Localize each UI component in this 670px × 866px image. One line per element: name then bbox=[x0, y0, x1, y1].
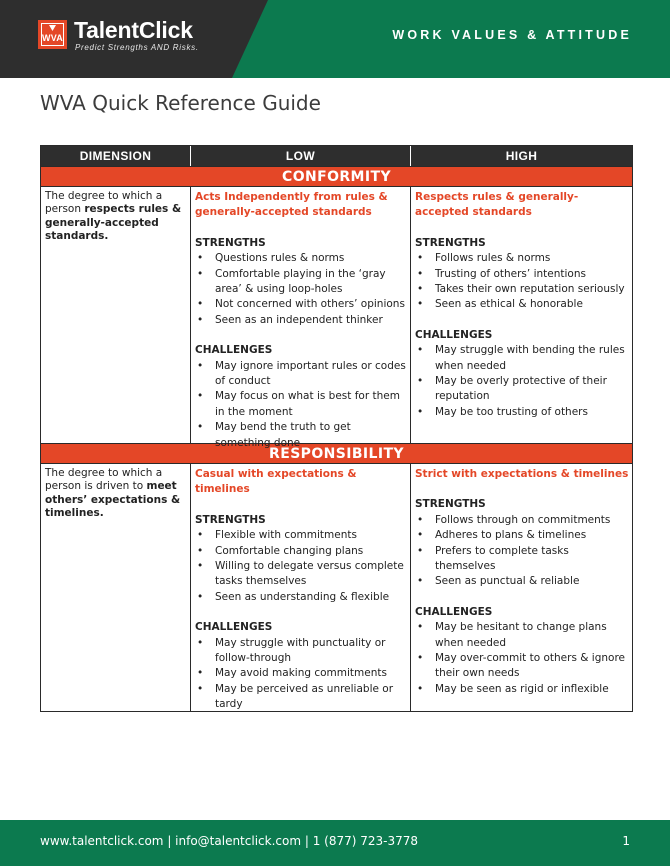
column-header-high: HIGH bbox=[505, 149, 538, 163]
strengths-list bbox=[195, 251, 407, 328]
strengths-list bbox=[415, 513, 629, 590]
document-category-title: WORK VALUES & ATTITUDE bbox=[392, 28, 632, 42]
list-item: • Trusting of others’ intentions bbox=[417, 267, 586, 280]
list-item: • Not concerned with others’ opinions bbox=[197, 298, 405, 311]
list-item: • May be overly protective of their reputation bbox=[417, 375, 607, 403]
logo-name: TalentClick bbox=[74, 17, 193, 43]
list-item: • May be too trusting of others bbox=[417, 405, 588, 418]
list-item: • May be perceived as unreliable or tardy bbox=[197, 682, 394, 711]
talentclick-logo bbox=[38, 17, 238, 60]
list-item: • Flexible with commitments bbox=[197, 529, 357, 542]
list-item: • May bend the truth to get something done bbox=[197, 421, 351, 449]
list-item: • Comfortable changing plans bbox=[197, 544, 364, 557]
challenges-label: CHALLENGES bbox=[195, 344, 273, 357]
table-header bbox=[41, 146, 632, 166]
strengths-label: STRENGTHS bbox=[195, 236, 266, 249]
list-item: • May be hesitant to change plans when needed bbox=[417, 621, 607, 649]
strengths-label: STRENGTHS bbox=[415, 498, 486, 511]
list-item: • May avoid making commitments bbox=[197, 667, 387, 680]
challenges-list bbox=[415, 343, 629, 420]
low-heading: Acts Independently from rules & generally-accepted standards bbox=[195, 191, 388, 219]
challenges-label: CHALLENGES bbox=[415, 605, 493, 618]
list-item: • May be seen as rigid or inflexible bbox=[417, 682, 609, 695]
strengths-label: STRENGTHS bbox=[195, 513, 266, 526]
section-row-responsibility bbox=[41, 464, 632, 711]
list-item: • Adheres to plans & timelines bbox=[417, 529, 587, 542]
high-heading: Strict with expectations & timelines bbox=[415, 468, 629, 480]
low-column-cell bbox=[191, 464, 411, 711]
badge-mark-icon bbox=[49, 25, 56, 31]
high-heading: Respects rules & generally-accepted standards bbox=[415, 191, 579, 219]
section-row-conformity bbox=[41, 187, 632, 449]
header-band bbox=[0, 0, 670, 78]
list-item: • May over-commit to others & ignore their own needs bbox=[417, 652, 625, 680]
low-heading: Casual with expectations & timelines bbox=[195, 468, 357, 496]
page-title: WVA Quick Reference Guide bbox=[40, 91, 321, 115]
challenges-label: CHALLENGES bbox=[415, 328, 493, 341]
list-item: • May struggle with punctuality or follow-through bbox=[197, 636, 386, 665]
list-item: • May ignore important rules or codes of conduct bbox=[197, 359, 406, 388]
list-item: • Seen as an independent thinker bbox=[197, 313, 383, 326]
challenges-list bbox=[415, 620, 629, 697]
list-item: • Follows through on commitments bbox=[417, 513, 611, 526]
wva-badge-text: WVA bbox=[42, 33, 63, 43]
list-item: • Questions rules & norms bbox=[197, 252, 345, 265]
list-item: • Willing to delegate versus complete tasks themselves bbox=[197, 560, 404, 588]
list-item: • Seen as understanding & flexible bbox=[197, 590, 390, 603]
column-header-low: LOW bbox=[191, 146, 411, 166]
section-band-conformity: CONFORMITY bbox=[41, 166, 632, 187]
challenges-list bbox=[195, 636, 407, 713]
list-item: • Takes their own reputation seriously bbox=[417, 283, 625, 296]
dimension-description: The degree to which a person respects rules & generally-accepted standards. bbox=[41, 187, 191, 443]
challenges-label: CHALLENGES bbox=[195, 621, 273, 634]
strengths-list bbox=[195, 528, 407, 605]
section-band-responsibility: RESPONSIBILITY bbox=[41, 443, 632, 464]
high-column-cell bbox=[411, 187, 632, 443]
low-column-cell bbox=[191, 187, 411, 449]
column-header-dimension: DIMENSION bbox=[41, 146, 191, 166]
high-column-cell bbox=[411, 464, 632, 711]
strengths-list bbox=[415, 251, 629, 313]
footer-band bbox=[0, 820, 670, 866]
dimension-description: The degree to which a person is driven to meet others’ expectations & timelines. bbox=[41, 464, 191, 711]
page-number: 1 bbox=[622, 834, 630, 848]
challenges-list bbox=[195, 359, 407, 451]
list-item: • Follows rules & norms bbox=[417, 252, 551, 265]
list-item: • Prefers to complete tasks themselves bbox=[417, 544, 569, 573]
list-item: • May focus on what is best for them in the moment bbox=[197, 390, 400, 418]
strengths-label: STRENGTHS bbox=[415, 236, 486, 249]
logo-tagline: Predict Strengths AND Risks. bbox=[75, 43, 199, 52]
footer-contact: www.talentclick.com | info@talentclick.com | 1 (877) 723-3778 bbox=[40, 834, 418, 848]
list-item: • Comfortable playing in the ‘gray area’ & using loop-holes bbox=[197, 267, 386, 296]
reference-table bbox=[40, 145, 633, 712]
wva-badge bbox=[38, 20, 67, 49]
list-item: • Seen as punctual & reliable bbox=[417, 575, 580, 588]
list-item: • May struggle with bending the rules when needed bbox=[417, 344, 625, 372]
list-item: • Seen as ethical & honorable bbox=[417, 298, 583, 311]
